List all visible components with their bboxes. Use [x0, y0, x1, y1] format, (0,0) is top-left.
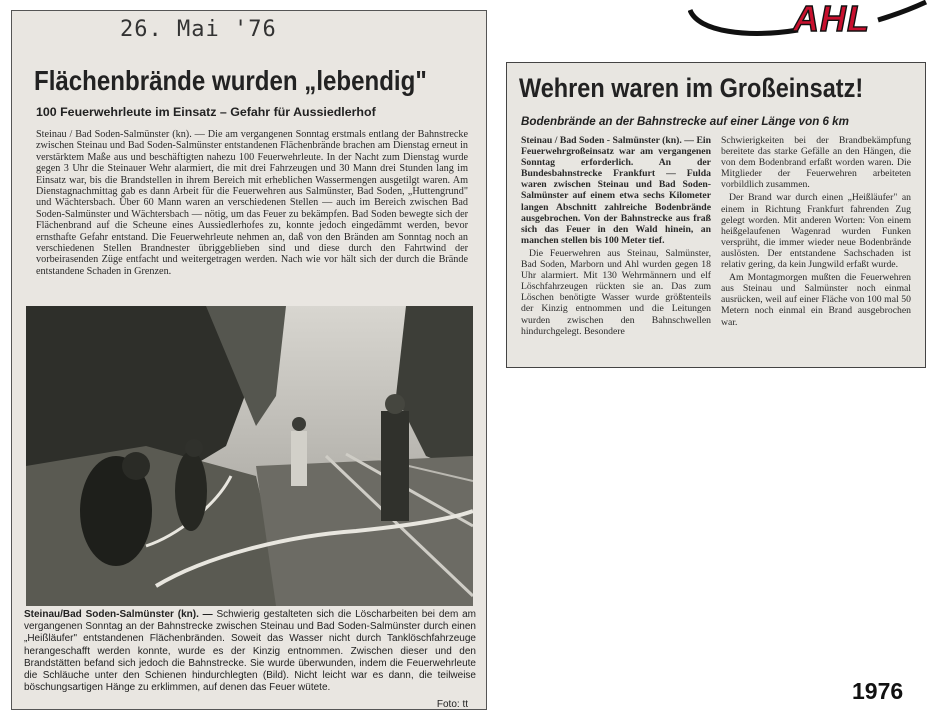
handwritten-date: 26. Mai '76	[120, 17, 277, 42]
left-article-body: Steinau / Bad Soden-Salmünster (kn). — Die am vergangenen Sonntag erstmals entlang der Bahnstrecke zwischen Steinau und Bad Soden-Salmünster entstandenen Flächenbrände brachen am Dienstag erneut in verstärktem Maße aus und beschäftigten nahezu 100 Feuerwehrleute. In der Nacht zum Dienstag wurde gegen 3 Uhr die Steinauer Wehr alarmiert, die mit drei Fahrzeugen und 30 Mann drei Stunden lang im Einsatz war, bis die Brandstellen in ihrem Bereich mit erheblichen Wassermengen ausgetilgt waren. Am Dienstagnachmittag gab es dann Arbeit für die Feuerwehren aus Salmünster, Bad Soden, „Huttengrund" und Wächtersbach. Über 60 Mann waren an verschiedenen Stellen — auch im Bereich zwischen Bad Soden-Salmünster und Wächtersbach — nötig, um das Feuer zu bekämpfen. Bad Soden bewegte sich der Flächenbrand auf die Scheune eines Aussiedlerhofes zu, konnte jedoch eingedämmt werden, bevor ernsthafte Gefahr entstand. Die Feuerwehrleute nehmen an, daß von den Bränden am Sonntag noch an verschiedenen Stellen Brandnester übriggeblieben sind und diese durch den Fahrtwind der vorbeirasenden Züge entfacht und weitergetragen werden. Nach wie vor hält sich der durch die Brände entstandene Schaden in Grenzen.	[36, 129, 468, 277]
right-article-paragraph: Der Brand war durch einen „Heißläufer" an einem in Richtung Frankfurt fahrenden Zug gelegt worden. Mit anderen Worten: Von einem heißgelaufenen Wagenrad wurden Funken versprüht, die immer wieder neue Bodenbrände auslösten. Der entstandene Sachschaden ist relativ gering, da kein Jungwild erfaßt wurde.	[721, 192, 911, 271]
right-article-paragraph: Steinau / Bad Soden - Salmünster (kn). — Ein Feuerwehrgroßeinsatz war am vergangenen Sonntag erforderlich. An der Bundesbahnstrecke Frankfurt — Fulda waren zwischen Steinau und Bad Soden-Salmünster auf einem etwa sechs Kilometer langen Abschnitt zahlreiche Bodenbrände ausgebrochen. Von der Bahnstrecke aus fraß sich das Feuer in den Wald hinein, an manchen stellen bis 100 Meter tief.	[521, 135, 711, 246]
right-article-paragraph: Die Feuerwehren aus Steinau, Salmünster, Bad Soden, Marborn und Ahl wurden gegen 18 Uhr alarmiert. Mit 130 Wehrmännern und elf Löschfahrzeugen rückten sie an. Das zum Löschen benötigte Wasser wurde größtenteils der Kinzig entnommen und die Leitungen wurden zwischen den Bahnschwellen hindurchgelegt. Besondere	[521, 247, 711, 337]
left-subheadline: 100 Feuerwehrleute im Einsatz – Gefahr für Aussiedlerhof	[36, 105, 376, 119]
left-headline: Flächenbrände wurden „lebendig"	[34, 65, 427, 96]
right-newspaper-clipping	[506, 62, 926, 368]
right-article-column-2	[721, 135, 911, 328]
year-label: 1976	[852, 678, 904, 704]
ahl-logo-text: AHL	[793, 0, 870, 39]
photo-caption	[24, 609, 476, 694]
caption-text: Schwierig gestalteten sich die Löscharbeiten bei dem am vergangenen Sonntag an der Bahnstrecke zwischen Steinau und Bad Soden-Salmünster durch einen „Heißläufer" entstandenen Flächenbränden. Soweit das Wasser nicht durch Tanklöschfahrzeuge herangeschafft werden konnte, wurde es der Kinzig entnommen. Zwischen dieser und den Brandstätten befand sich jedoch die Bahnstrecke. Sie wurde überwunden, indem die Feuerwehrleute die Schläuche unter den Schienen hindurchlegten (Bild). Nicht leicht war es dann, die teilweise böschungsartigen Hänge zu erklimmen, auf denen das Feuer wütete.	[24, 609, 476, 694]
right-article-paragraph: Schwierigkeiten bei der Brandbekämpfung bereitete das starke Gefälle an den Hängen, die von dem Bodenbrand erfaßt worden waren. Die Mitglieder der Feuerwehren arbeiteten vorbildlich zusammen.	[721, 135, 911, 191]
left-newspaper-clipping	[11, 10, 487, 710]
right-subheadline: Bodenbrände an der Bahnstrecke auf einer Länge von 6 km	[521, 115, 849, 128]
right-article-paragraph: Am Montagmorgen mußten die Feuerwehren aus Steinau und Salmünster noch einmal ausrücken, weil auf einer Fläche von 100 mal 50 Metern noch einmal ein Brand ausgebrochen war.	[721, 272, 911, 328]
caption-lead: Steinau/Bad Soden-Salmünster (kn). —	[24, 609, 213, 620]
firefighters-railway-photo	[26, 306, 473, 606]
right-article-column-1	[521, 135, 711, 337]
right-headline: Wehren waren im Großeinsatz!	[519, 73, 864, 103]
photo-credit: Foto: tt	[436, 699, 468, 710]
